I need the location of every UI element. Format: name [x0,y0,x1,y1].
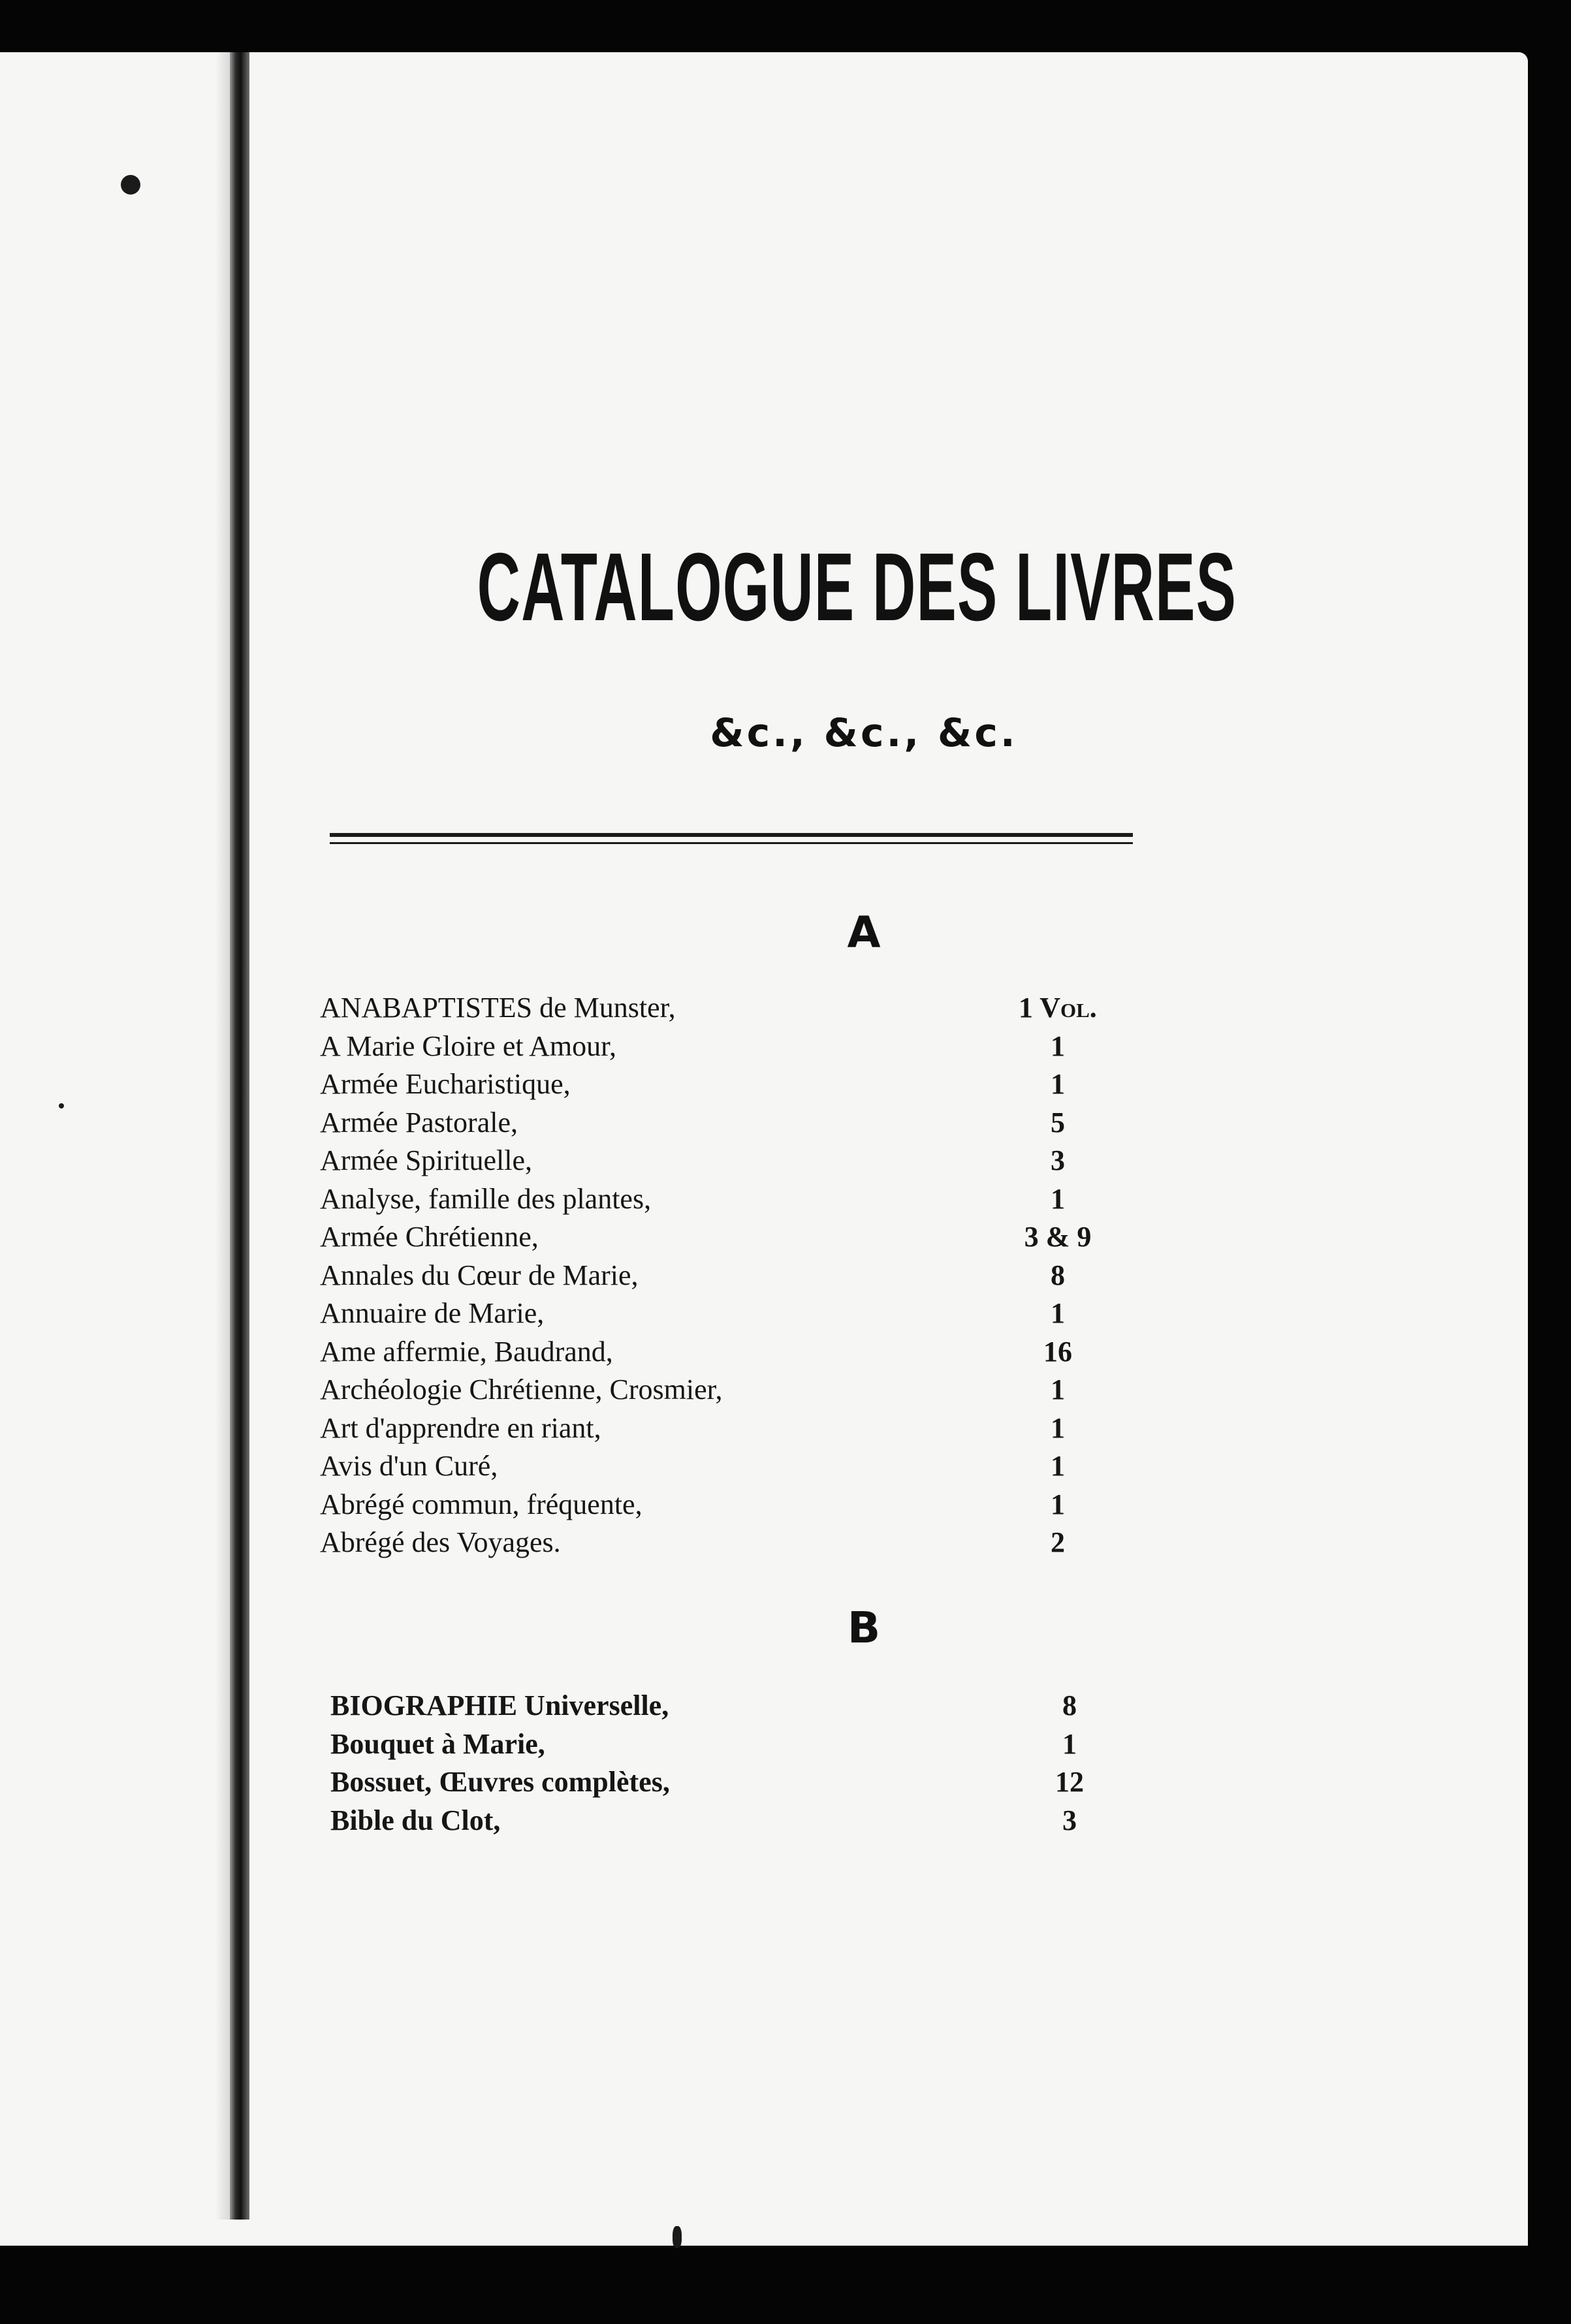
entry-title: Ame affermie, Baudrand, [320,1335,613,1368]
volume-unit: Vol. [1033,992,1097,1024]
volume-number: 3 [1051,1144,1065,1176]
volume-number: 1 [1019,992,1033,1024]
entry-volume-count [992,1106,1123,1139]
entry-title: Annuaire de Marie, [320,1297,545,1329]
entry-volume-count [992,1296,1123,1330]
entry-volume-count [992,1259,1123,1292]
volume-number: 12 [1055,1766,1084,1798]
entry-volume-count [992,1335,1123,1368]
catalogue-entry [320,1106,1169,1144]
section-letter-b: B [847,1603,881,1653]
catalogue-entry [320,1296,1169,1334]
entry-title: ANABAPTISTES de Munster, [320,992,676,1024]
page-title: CATALOGUE DES LIVRES [477,533,1237,641]
entry-volume-count [992,1067,1123,1101]
gutter-shadow [215,52,230,2220]
volume-number: 1 [1051,1297,1065,1329]
volume-number: 1 [1051,1450,1065,1482]
entry-title: Abrégé des Voyages. [320,1526,561,1558]
entry-title: Archéologie Chrétienne, Crosmier, [320,1374,723,1405]
catalogue-entry [320,1488,1169,1526]
entry-title: Armée Spirituelle, [320,1144,533,1176]
volume-number: 1 [1051,1182,1065,1215]
entry-volume-count [992,1526,1123,1559]
entry-volume-count [992,1373,1123,1406]
entry-title: Bible du Clot, [330,1804,501,1836]
entry-volume-count [992,1411,1123,1445]
catalogue-entry [320,1449,1169,1487]
volume-number: 1 [1051,1411,1065,1444]
catalogue-entry [320,1029,1169,1067]
entry-title: Armée Pastorale, [320,1106,518,1138]
entry-volume-count [1004,1689,1135,1722]
entry-title: Bossuet, Œuvres complètes, [330,1766,670,1798]
entry-volume-count [992,1220,1123,1253]
binding-gutter [230,52,249,2220]
entry-title: Analyse, famille des plantes, [320,1182,652,1215]
volume-number: 5 [1051,1106,1065,1138]
volume-number: 1 [1051,1068,1065,1100]
volume-number: 2 [1051,1526,1065,1558]
catalogue-entry [330,1689,1179,1727]
catalogue-entry [320,1335,1169,1373]
volume-number: 1 [1051,1374,1065,1405]
entry-volume-count [1019,991,1149,1024]
entry-title: BIOGRAPHIE Universelle, [330,1689,669,1721]
entry-volume-count [1004,1765,1135,1798]
catalogue-entry [320,1067,1169,1105]
page-subtitle: &c., &c., &c. [710,710,1018,756]
entry-title: Armée Eucharistique, [320,1068,571,1100]
entry-volume-count [1004,1804,1135,1837]
entry-title: Bouquet à Marie, [330,1727,545,1760]
section-letter-a: A [847,907,881,958]
volume-number: 16 [1043,1335,1072,1368]
entry-title: A Marie Gloire et Amour, [320,1029,617,1062]
ink-speck [59,1103,64,1108]
catalogue-entry [320,1373,1169,1411]
entry-title: Annales du Cœur de Marie, [320,1259,639,1291]
volume-number: 1 [1062,1727,1077,1760]
entry-volume-count [992,1449,1123,1483]
ink-speck [121,175,140,195]
entry-volume-count [992,1144,1123,1177]
entry-volume-count [1004,1727,1135,1761]
ink-speck [673,2226,682,2248]
catalogue-entry [320,1259,1169,1296]
entry-title: Armée Chrétienne, [320,1221,539,1253]
catalogue-entry [320,1220,1169,1258]
volume-number: 8 [1062,1689,1077,1721]
entry-volume-count [992,1029,1123,1063]
catalogue-entry [320,991,1169,1029]
title-rule-thick [330,833,1133,837]
volume-number: 1 [1051,1488,1065,1520]
entry-volume-count [992,1488,1123,1521]
entry-title: Avis d'un Curé, [320,1450,498,1482]
catalogue-entry [330,1765,1179,1803]
catalogue-entry [320,1144,1169,1182]
entry-title: Art d'apprendre en riant, [320,1411,601,1444]
volume-number: 3 [1062,1804,1077,1836]
entry-volume-count [992,1182,1123,1216]
catalogue-entry [330,1727,1179,1765]
volume-number: 3 & 9 [1024,1221,1092,1253]
catalogue-entry [320,1411,1169,1449]
volume-number: 8 [1051,1259,1065,1291]
catalogue-entry [320,1526,1169,1563]
volume-number: 1 [1051,1029,1065,1062]
title-rule-thin [330,842,1133,844]
entry-title: Abrégé commun, fréquente, [320,1488,643,1520]
catalogue-entry [320,1182,1169,1220]
catalogue-entry [330,1804,1179,1842]
